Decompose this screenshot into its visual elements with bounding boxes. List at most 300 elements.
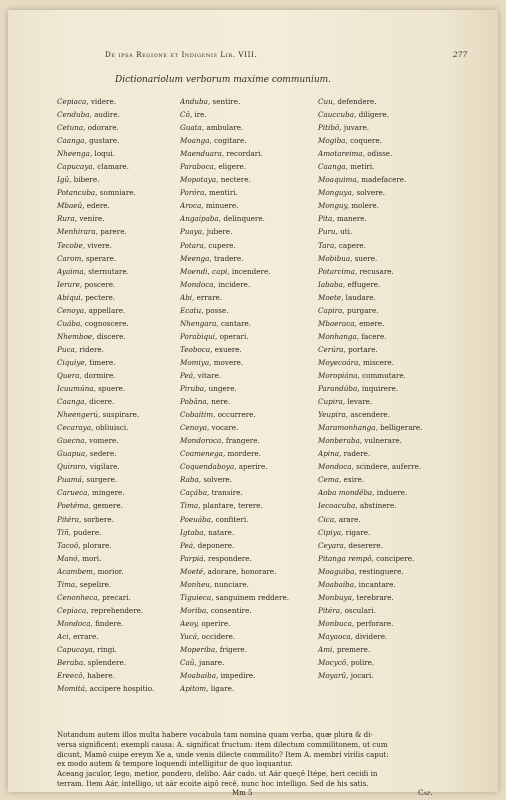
note-line: versa significent: exempli causa: A. significat fructum: item dilectum commilitonem, ut cum — [57, 739, 388, 749]
dictionary-entry — [318, 513, 443, 526]
entry-gloss: facere. — [361, 331, 387, 341]
entry-gloss: ringi. — [97, 644, 117, 654]
entry-term: Maramonhanga, — [318, 423, 378, 433]
entry-term: Ayaima, — [57, 266, 86, 276]
entry-term: Tiguieca, — [180, 592, 214, 602]
entry-gloss: concipere. — [376, 553, 415, 563]
dictionary-entry — [318, 604, 443, 617]
entry-term: Pita, — [318, 214, 335, 224]
entry-gloss: portare. — [348, 344, 378, 354]
entry-gloss: vulnerare. — [364, 436, 402, 446]
dictionary-entry — [180, 239, 305, 252]
dictionary-entry — [318, 160, 443, 173]
dictionary-entry — [57, 134, 182, 147]
entry-gloss: parere. — [100, 227, 127, 237]
dictionary-entry — [318, 291, 443, 304]
entry-gloss: cupere. — [208, 240, 236, 250]
entry-gloss: loqui. — [94, 149, 115, 159]
entry-term: Cenduba, — [57, 110, 92, 120]
entry-term: Monbuca, — [318, 618, 355, 628]
entry-gloss: mordere. — [227, 449, 261, 459]
entry-term: Tima, — [57, 579, 78, 589]
entry-term: Cepiaca, — [57, 605, 89, 615]
entry-term: Ciquiye, — [57, 357, 87, 367]
entry-gloss: vigilare. — [89, 462, 120, 472]
entry-gloss: incantare. — [358, 579, 396, 589]
entry-gloss: gemere. — [92, 501, 123, 511]
entry-term: Apitom, — [180, 684, 209, 694]
entry-gloss: morior. — [97, 566, 124, 576]
entry-term: Nheengerú, — [57, 410, 101, 420]
entry-gloss: pectere. — [85, 292, 116, 302]
entry-term: Moropiána, — [318, 370, 360, 380]
entry-gloss: jubere. — [206, 227, 233, 237]
entry-gloss: miscere. — [362, 357, 395, 367]
entry-term: Angaipaba, — [180, 214, 222, 224]
dictionary-entry — [318, 173, 443, 186]
dictionary-entry — [318, 669, 443, 682]
entry-gloss: timere. — [89, 357, 116, 367]
entry-gloss: recusare. — [359, 266, 394, 276]
entry-gloss: precari. — [102, 592, 131, 602]
entry-gloss: tradere. — [213, 253, 244, 263]
entry-gloss: sentire. — [212, 97, 241, 106]
entry-gloss: solvere. — [203, 475, 232, 485]
entry-term: Pitéra, — [57, 514, 82, 524]
dictionary-entry — [318, 212, 443, 225]
dictionary-entry — [57, 239, 182, 252]
entry-term: Moanga, — [180, 136, 212, 146]
entry-gloss: ligare. — [210, 684, 235, 694]
entry-gloss: metiri. — [350, 162, 375, 172]
dictionary-entry — [318, 356, 443, 369]
entry-term: Moyecoára, — [318, 357, 361, 367]
dictionary-entry — [57, 669, 182, 682]
entry-gloss: janare. — [199, 658, 225, 668]
dictionary-entry — [180, 252, 305, 265]
entry-gloss: incendere. — [231, 266, 271, 276]
entry-gloss: abstinere. — [359, 501, 397, 511]
entry-gloss: findere. — [95, 618, 124, 628]
entry-gloss: accipere hospitio. — [89, 684, 155, 694]
page-title: Dictionariolum verborum maxime communium. — [115, 75, 332, 85]
entry-gloss: rigare. — [345, 527, 371, 537]
entry-term: Abi, — [180, 292, 195, 302]
entry-term: Pobâna, — [180, 397, 209, 407]
dictionary-entry — [318, 499, 443, 512]
entry-gloss: posse. — [205, 305, 229, 315]
entry-term: Monguya, — [318, 188, 355, 198]
entry-gloss: dicere. — [89, 397, 115, 407]
entry-term: Parandúba, — [318, 384, 360, 394]
dictionary-entry — [318, 225, 443, 238]
entry-gloss: manere. — [336, 214, 367, 224]
dictionary-entry — [318, 473, 443, 486]
entry-gloss: odorare. — [87, 123, 119, 133]
entry-gloss: occidere. — [201, 631, 236, 641]
dictionary-entry — [180, 199, 305, 212]
entry-gloss: recordari. — [226, 149, 263, 159]
entry-gloss: suspirare. — [102, 410, 140, 420]
dictionary-entry — [180, 265, 305, 278]
entry-gloss: cantare. — [221, 318, 252, 328]
entry-gloss: induere. — [376, 488, 408, 498]
closing-note — [57, 730, 455, 789]
entry-gloss: operari. — [219, 331, 249, 341]
entry-term: Puaya, — [180, 227, 205, 237]
dictionary-entry — [318, 656, 443, 669]
dictionary-entry — [180, 343, 305, 356]
entry-gloss: coquere. — [350, 136, 382, 146]
entry-gloss: perforare. — [356, 618, 394, 628]
dictionary-entry — [180, 434, 305, 447]
entry-term: Guapua, — [57, 449, 88, 459]
entry-gloss: movere. — [213, 357, 244, 367]
entry-gloss: vocare. — [211, 423, 239, 433]
dictionary-entry — [57, 186, 182, 199]
dictionary-entry — [180, 147, 305, 160]
entry-gloss: sorbere. — [83, 514, 114, 524]
dictionary-entry — [57, 682, 182, 695]
entry-gloss: defendere. — [337, 97, 377, 106]
entry-term: Peá, — [180, 370, 196, 380]
entry-term: Pitéra, — [318, 605, 343, 615]
entry-gloss: poscere. — [84, 279, 116, 289]
entry-gloss: nere. — [211, 397, 231, 407]
entry-term: Parpiá, — [180, 553, 206, 563]
entry-gloss: terebrare. — [356, 592, 394, 602]
dictionary-entry — [318, 552, 443, 565]
entry-term: Tiñ, — [57, 527, 72, 537]
dictionary-entry — [57, 434, 182, 447]
note-line: dicunt, Mamô cuipe ereym Xe a, unde venis dilecte commilito? Item A. membri virilis caput: — [57, 749, 389, 759]
entry-gloss: commutare. — [362, 370, 406, 380]
entry-term: Cerúra, — [318, 344, 346, 354]
dictionary-entry — [180, 186, 305, 199]
entry-term: Cupira, — [318, 397, 346, 407]
entry-term: Ereecô, — [57, 671, 85, 681]
entry-term: Quiraro, — [57, 462, 88, 472]
dictionary-entry — [57, 526, 182, 539]
dictionary-entry — [318, 486, 443, 499]
entry-term: Moyarû, — [318, 671, 349, 681]
entry-term: Mocycô, — [318, 658, 349, 668]
dictionary-entry — [318, 304, 443, 317]
entry-term: Mayaoca, — [318, 631, 353, 641]
entry-term: Poróra, — [180, 188, 207, 198]
entry-term: Mbaeû, — [57, 201, 85, 211]
entry-term: Cema, — [318, 475, 342, 485]
entry-term: Igtaba, — [180, 527, 206, 537]
entry-gloss: effugere. — [347, 279, 381, 289]
entry-gloss: confiteri. — [215, 514, 249, 524]
dictionary-entry — [180, 408, 305, 421]
entry-gloss: ascendere. — [350, 410, 390, 420]
dictionary-entry — [57, 473, 182, 486]
entry-gloss: discere. — [96, 331, 126, 341]
entry-gloss: operire. — [201, 618, 231, 628]
entry-gloss: purgare. — [347, 305, 379, 315]
entry-term: Moabaiba, — [318, 579, 357, 589]
catchword: Cap. — [418, 789, 433, 797]
dictionary-entry — [180, 382, 305, 395]
dictionary-entry — [57, 330, 182, 343]
entry-gloss: deserere. — [348, 540, 383, 550]
entry-gloss: arare. — [338, 514, 361, 524]
entry-term: Caanga, — [57, 397, 87, 407]
entry-gloss: madefacere. — [361, 175, 407, 185]
entry-gloss: respondere. — [208, 553, 252, 563]
entry-gloss: somniare. — [99, 188, 136, 198]
dictionary-entry — [318, 539, 443, 552]
entry-gloss: edere. — [86, 201, 110, 211]
entry-term: Pitanga rempô, — [318, 553, 374, 563]
dictionary-entry — [318, 199, 443, 212]
dictionary-entry — [57, 160, 182, 173]
entry-gloss: diligere. — [358, 110, 389, 120]
entry-term: Aci, — [57, 631, 71, 641]
entry-term: Tacoô, — [57, 540, 81, 550]
entry-term: Acambem, — [57, 566, 96, 576]
dictionary-entry — [57, 108, 182, 121]
entry-term: Manó, — [57, 553, 80, 563]
entry-term: Moabaiba, — [180, 671, 219, 681]
entry-gloss: plantare, terere. — [202, 501, 263, 511]
entry-term: Teoboca, — [180, 344, 213, 354]
dictionary-entry — [57, 278, 182, 291]
dictionary-entry — [57, 343, 182, 356]
entry-term: Moete, — [318, 292, 344, 302]
dictionary-entry — [57, 604, 182, 617]
entry-gloss: ridere. — [79, 344, 104, 354]
dictionary-entry — [180, 617, 305, 630]
entry-gloss: impedire. — [220, 671, 256, 681]
entry-term: Igû, — [57, 175, 72, 185]
dictionary-entry — [318, 317, 443, 330]
entry-term: Meenga, — [180, 253, 212, 263]
dictionary-entry — [57, 552, 182, 565]
dictionary-entry — [57, 356, 182, 369]
entry-term: Momiya, — [180, 357, 212, 367]
entry-term: Mondoca, — [318, 462, 354, 472]
dictionary-entry — [318, 330, 443, 343]
entry-term: Cuu, — [318, 97, 336, 106]
dictionary-entry — [57, 199, 182, 212]
entry-gloss: transire. — [211, 488, 243, 498]
entry-term: Mbaeraca, — [318, 318, 357, 328]
dictionary-entry — [57, 382, 182, 395]
entry-gloss: plorare. — [82, 540, 112, 550]
running-head: De ipsa Regione et Indigenis Lib. VIII. — [105, 50, 258, 59]
entry-term: Mogiba, — [318, 136, 348, 146]
dictionary-entry — [57, 499, 182, 512]
entry-term: Tecobe, — [57, 240, 85, 250]
entry-gloss: consentire. — [210, 605, 252, 615]
entry-term: Apina, — [318, 449, 342, 459]
entry-gloss: vomere. — [89, 436, 119, 446]
dictionary-entry — [57, 578, 182, 591]
entry-gloss: jocari. — [350, 671, 374, 681]
dictionary-entry — [180, 513, 305, 526]
entry-gloss: clamare. — [97, 162, 129, 172]
entry-term: Mondoroca, — [180, 436, 224, 446]
entry-term: Caanga, — [318, 162, 348, 172]
entry-term: Capira, — [318, 305, 345, 315]
entry-term: Mondoca, — [57, 618, 93, 628]
dictionary-entry — [180, 682, 305, 695]
entry-term: Monberaba, — [318, 436, 363, 446]
entry-term: Cô, — [180, 110, 193, 120]
entry-term: Raba, — [180, 475, 202, 485]
entry-term: Maenduara, — [180, 149, 225, 159]
dictionary-entry — [180, 578, 305, 591]
dictionary-entry — [57, 630, 182, 643]
entry-term: Iababa, — [318, 279, 346, 289]
entry-gloss: occurrere. — [217, 410, 256, 420]
entry-term: Aoba mondêba, — [318, 488, 375, 498]
entry-gloss: polire. — [350, 658, 375, 668]
dictionary-entry — [180, 539, 305, 552]
dictionary-entry — [318, 630, 443, 643]
entry-term: Ceyara, — [318, 540, 347, 550]
dictionary-column-2 — [180, 95, 305, 695]
entry-term: Ierure, — [57, 279, 83, 289]
entry-term: Cenoya, — [57, 305, 87, 315]
entry-gloss: molere. — [351, 201, 379, 211]
note-line: Aceang jaculor, lego, metior, pondero, delibo. Aár cado. ut Aár queçê Itépe, heri cecidi in — [57, 769, 378, 779]
entry-term: Yeupira, — [318, 410, 348, 420]
dictionary-entry — [180, 473, 305, 486]
entry-gloss: eligere. — [218, 162, 247, 172]
entry-term: Iecoacuba, — [318, 501, 358, 511]
entry-term: Moaquima, — [318, 175, 359, 185]
entry-gloss: emere. — [359, 318, 385, 328]
entry-gloss: gustare. — [89, 136, 120, 146]
signature-mark: Mm 5 — [232, 789, 253, 797]
entry-gloss: inquirere. — [361, 384, 398, 394]
entry-term: Monhanga, — [318, 331, 360, 341]
entry-gloss: venire. — [79, 214, 105, 224]
dictionary-entry — [57, 95, 182, 108]
dictionary-entry — [318, 408, 443, 421]
entry-gloss: capere. — [338, 240, 366, 250]
entry-term: Porabiqui, — [180, 331, 218, 341]
entry-gloss: deponere. — [197, 540, 235, 550]
entry-gloss: surgere. — [86, 475, 118, 485]
dictionary-entry — [180, 447, 305, 460]
dictionary-entry — [180, 108, 305, 121]
dictionary-entry — [57, 421, 182, 434]
entry-term: Poetéma, — [57, 501, 91, 511]
entry-gloss: reprehendere. — [90, 605, 144, 615]
entry-term: Nhemboe, — [57, 331, 95, 341]
dictionary-entry — [180, 395, 305, 408]
dictionary-entry — [180, 225, 305, 238]
entry-term: Peá, — [180, 540, 196, 550]
entry-gloss: nunciare. — [214, 579, 249, 589]
dictionary-entry — [318, 265, 443, 278]
entry-gloss: mingere. — [92, 488, 125, 498]
entry-gloss: scindere, auferre. — [356, 462, 422, 472]
dictionary-entry — [180, 604, 305, 617]
entry-term: Paraboca, — [180, 162, 217, 172]
entry-gloss: errare. — [73, 631, 99, 641]
dictionary-entry — [180, 356, 305, 369]
entry-term: Mobibua, — [318, 253, 353, 263]
entry-gloss: spuere. — [98, 384, 126, 394]
entry-gloss: restinguere. — [358, 566, 404, 576]
dictionary-entry — [180, 95, 305, 108]
entry-term: Cecaraya, — [57, 423, 94, 433]
dictionary-entry — [318, 565, 443, 578]
page-number: 277 — [453, 50, 468, 59]
entry-term: Rura, — [57, 214, 78, 224]
entry-term: Puru, — [318, 227, 338, 237]
dictionary-entry — [180, 552, 305, 565]
entry-gloss: suere. — [354, 253, 378, 263]
entry-term: Puamá, — [57, 475, 85, 485]
note-line: terram. Item Aár, intelligo, ut aár ecoite aipô recê, nunc hoc intelligo. Sed de his satis. — [57, 778, 369, 788]
entry-gloss: audire. — [94, 110, 120, 120]
dictionary-entry — [57, 395, 182, 408]
entry-gloss: sanguinem reddere. — [215, 592, 290, 602]
entry-term: Cauccuba, — [318, 110, 357, 120]
entry-term: Aeoy, — [180, 618, 200, 628]
entry-term: Piruba, — [180, 384, 207, 394]
dictionary-entry — [57, 173, 182, 186]
dictionary-entry — [318, 578, 443, 591]
dictionary-entry — [57, 591, 182, 604]
entry-term: Potancuba, — [57, 188, 98, 198]
dictionary-entry — [318, 239, 443, 252]
entry-term: Tara, — [318, 240, 337, 250]
entry-gloss: nectere. — [220, 175, 251, 185]
entry-gloss: belligerare. — [380, 423, 423, 433]
entry-term: Caçába, — [180, 488, 210, 498]
entry-gloss: frangere. — [225, 436, 260, 446]
dictionary-entry — [180, 317, 305, 330]
entry-term: Ecatu, — [180, 305, 204, 315]
entry-term: Icuumúna, — [57, 384, 96, 394]
entry-term: Caû, — [180, 658, 197, 668]
dictionary-entry — [57, 317, 182, 330]
dictionary-entry — [180, 526, 305, 539]
entry-term: Tima, — [180, 501, 201, 511]
entry-term: Cobaitim, — [180, 410, 216, 420]
entry-term: Nheenga, — [57, 149, 93, 159]
dictionary-entry — [318, 186, 443, 199]
dictionary-entry — [180, 121, 305, 134]
dictionary-entry — [318, 252, 443, 265]
dictionary-entry — [180, 460, 305, 473]
dictionary-entry — [57, 212, 182, 225]
entry-gloss: adorare, honorare. — [207, 566, 277, 576]
entry-term: Momitá, — [57, 684, 88, 694]
dictionary-entry — [318, 643, 443, 656]
entry-term: Cetuna, — [57, 123, 86, 133]
dictionary-entry — [57, 369, 182, 382]
entry-term: Caanga, — [57, 136, 87, 146]
dictionary-entry — [57, 539, 182, 552]
dictionary-entry — [318, 395, 443, 408]
entry-term: Moperiba, — [180, 644, 218, 654]
dictionary-entry — [57, 147, 182, 160]
dictionary-entry — [57, 460, 182, 473]
dictionary-entry — [180, 304, 305, 317]
dictionary-entry — [180, 656, 305, 669]
dictionary-entry — [57, 643, 182, 656]
entry-term: Amotareima, — [318, 149, 365, 159]
